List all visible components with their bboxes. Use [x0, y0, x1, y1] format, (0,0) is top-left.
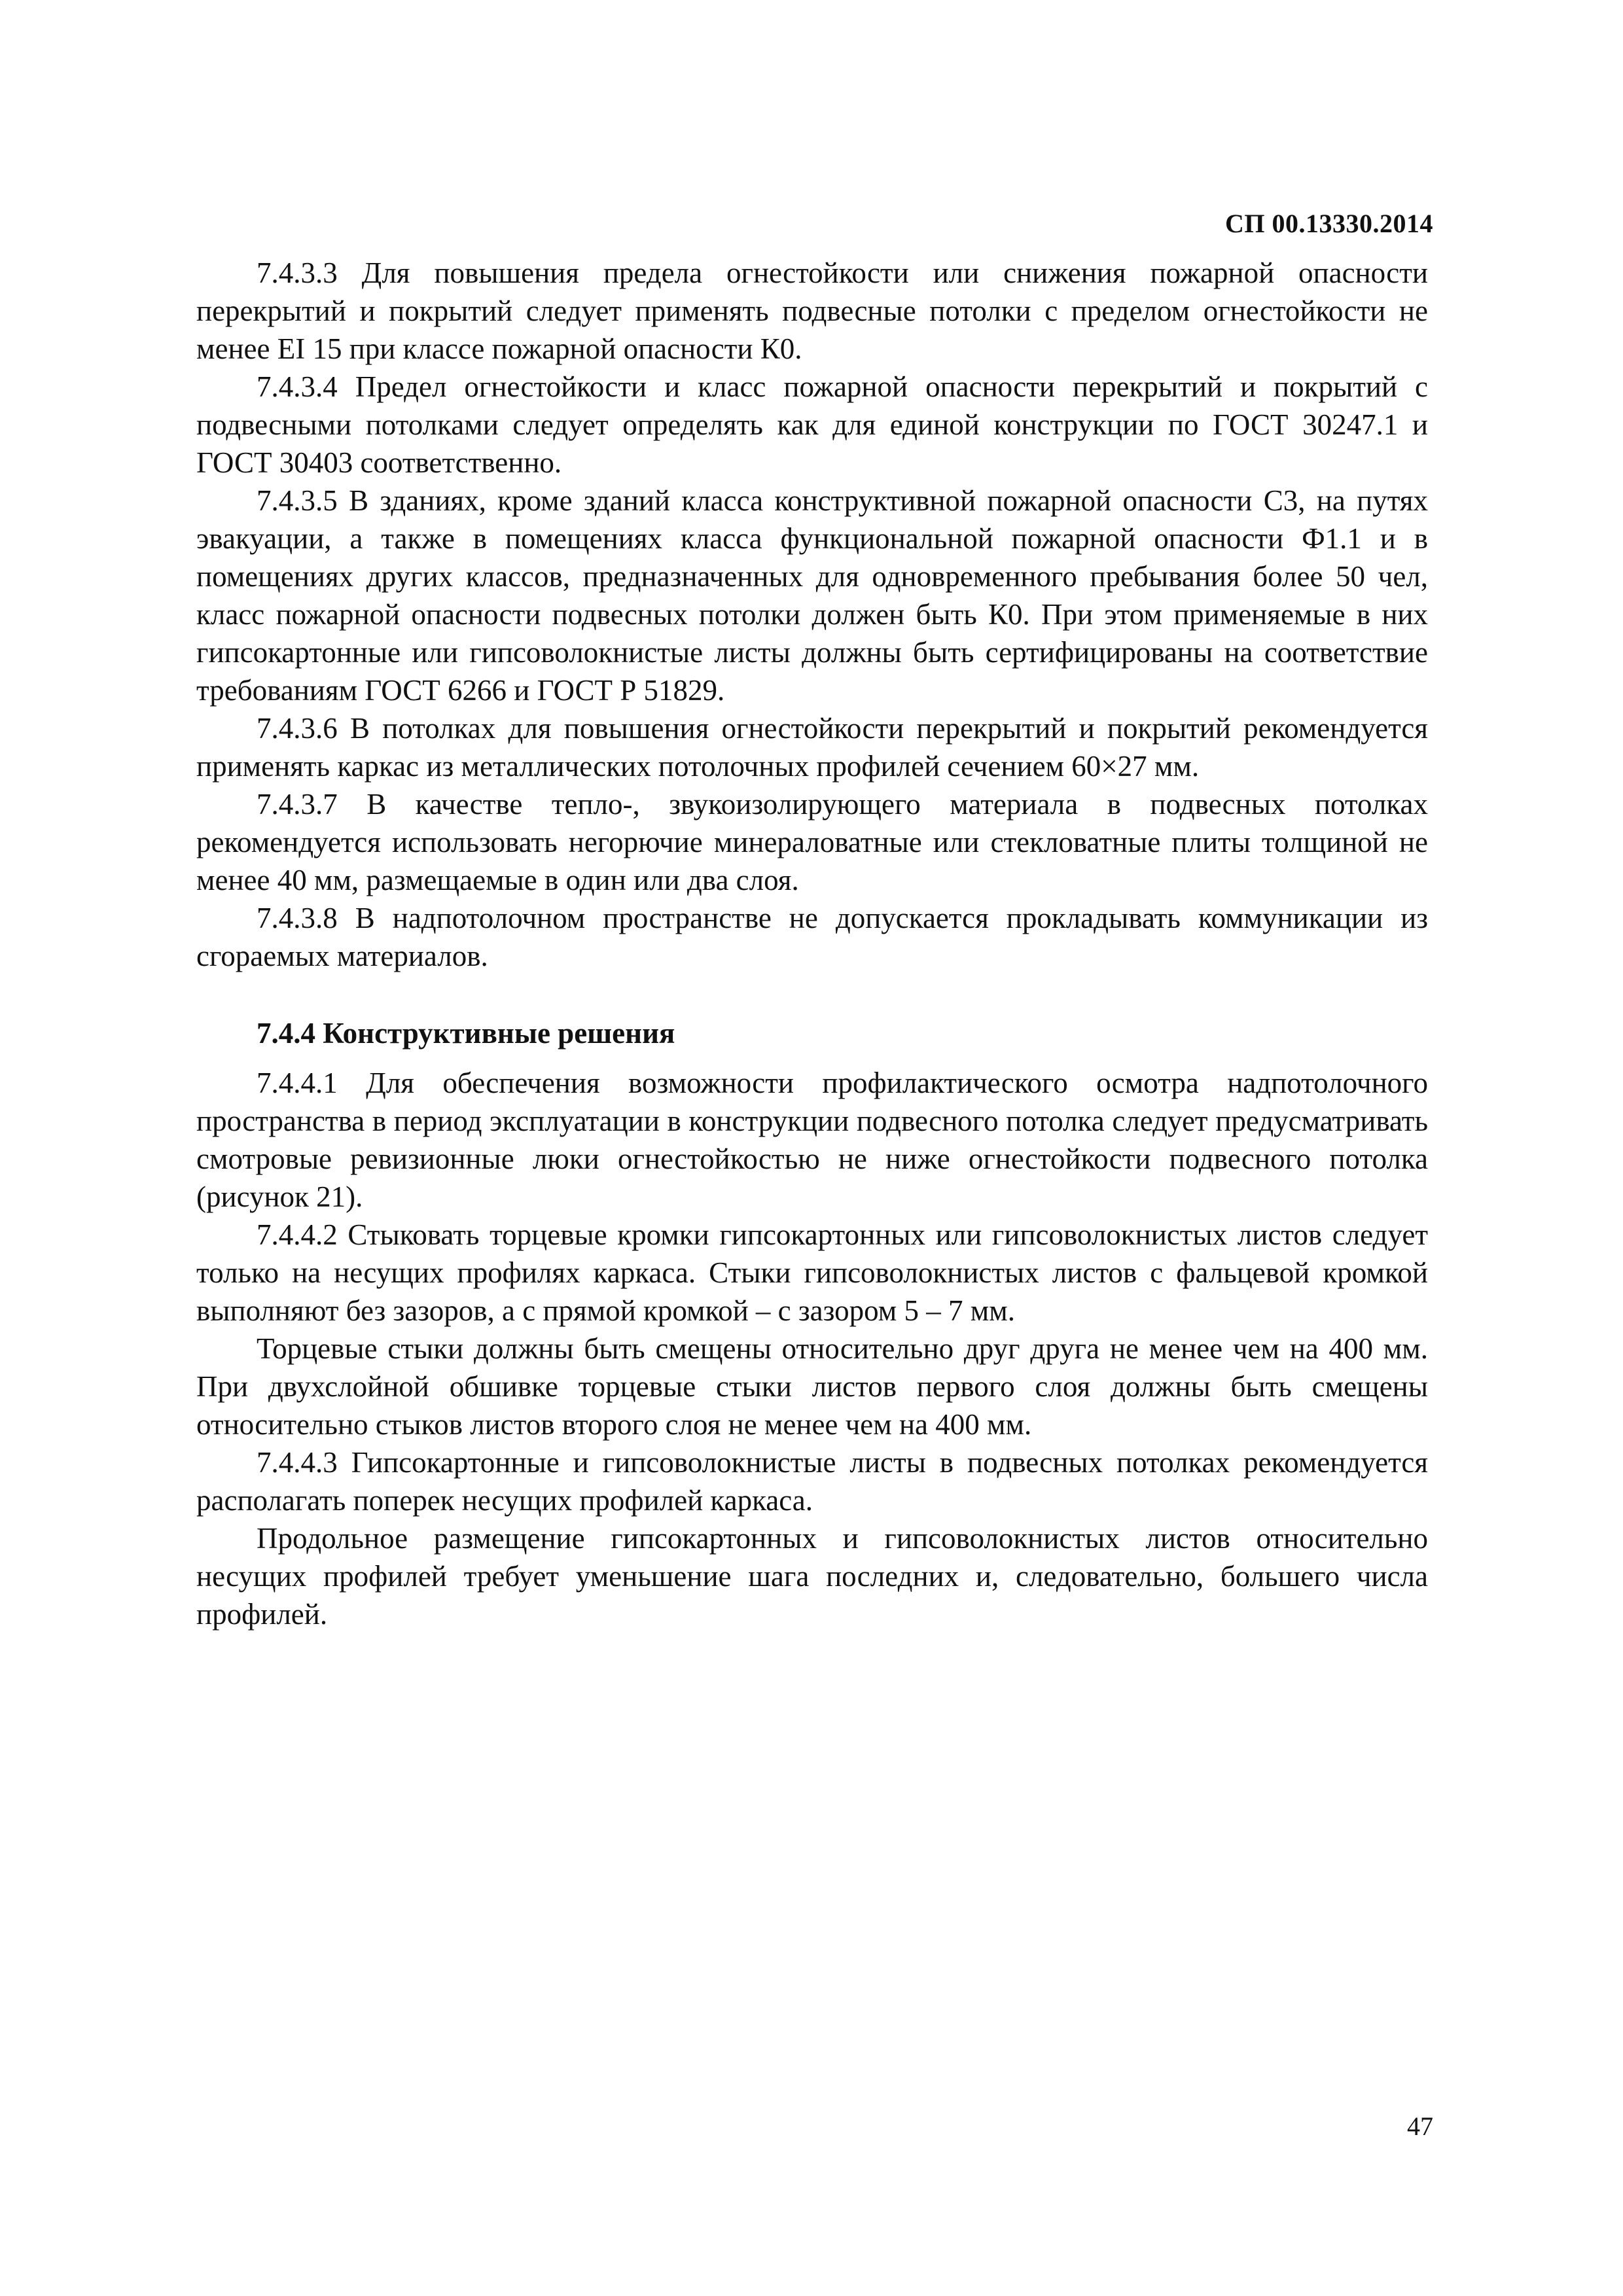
- section-heading: 7.4.4 Конструктивные решения: [257, 1017, 675, 1050]
- paragraph-7-4-4-2: 7.4.4.2 Стыковать торцевые кромки гипсокартонных или гипсоволокнистых листов следует только на несущих профилях каркаса. Стыки гипсоволокнистых листов с фальцевой кромкой выполняют без зазоров, а с прямой кромкой – с зазором 5 – 7 мм.: [196, 1218, 1428, 1327]
- paragraph-7-4-3-7: 7.4.3.7 В качестве тепло-, звукоизолирующего материала в подвесных потолках рекомендуется использовать негорючие минераловатные или стекловатные плиты толщиной не менее 40 мм, размещаемые в один или два слоя.: [196, 788, 1428, 896]
- page-body: [196, 254, 1428, 1633]
- paragraph-7-4-4-3: 7.4.4.3 Гипсокартонные и гипсоволокнистые листы в подвесных потолках рекомендуется располагать поперек несущих профилей каркаса.: [196, 1446, 1428, 1517]
- paragraph-7-4-3-3: 7.4.3.3 Для повышения предела огнестойкости или снижения пожарной опасности перекрытий и покрытий следует применять подвесные потолки с пределом огнестойкости не менее EI 15 при классе пожарной опасности К0.: [196, 256, 1428, 365]
- paragraph-end-joints: Торцевые стыки должны быть смещены относительно друг друга не менее чем на 400 мм. При двухслойной обшивке торцевые стыки листов первого слоя должны быть смещены относительно стыков листов второго слоя не менее чем на 400 мм.: [196, 1332, 1428, 1441]
- paragraph-7-4-3-4: 7.4.3.4 Предел огнестойкости и класс пожарной опасности перекрытий и покрытий с подвесными потолками следует определять как для единой конструкции по ГОСТ 30247.1 и ГОСТ 30403 соответственно.: [196, 370, 1428, 479]
- paragraph-7-4-3-5: 7.4.3.5 В зданиях, кроме зданий класса конструктивной пожарной опасности С3, на путях эвакуации, а также в помещениях класса функциональной пожарной опасности Ф1.1 и в помещениях других классов, предназначенных для одновременного пребывания более 50 чел, класс пожарной опасности подвесных потолки должен быть К0. При этом применяемые в них гипсокартонные или гипсоволокнистые листы должны быть сертифицированы на соответствие требованиям ГОСТ 6266 и ГОСТ Р 51829.: [196, 484, 1428, 707]
- document-code-header: СП 00.13330.2014: [1225, 209, 1433, 238]
- paragraph-7-4-4-1: 7.4.4.1 Для обеспечения возможности профилактического осмотра надпотолочного пространства в период эксплуатации в конструкции подвесного потолка следует предусматривать смотровые ревизионные люки огнестойкостью не ниже огнестойкости подвесного потолка (рисунок 21).: [196, 1067, 1428, 1213]
- paragraph-7-4-3-6: 7.4.3.6 В потолках для повышения огнестойкости перекрытий и покрытий рекомендуется применять каркас из металлических потолочных профилей сечением 60×27 мм.: [196, 712, 1428, 783]
- page-number: 47: [1407, 2111, 1433, 2141]
- paragraph-7-4-3-8: 7.4.3.8 В надпотолочном пространстве не допускается прокладывать коммуникации из сгораемых материалов.: [196, 902, 1428, 972]
- paragraph-longitudinal-placement: Продольное размещение гипсокартонных и гипсоволокнистых листов относительно несущих профилей требует уменьшение шага последних и, следовательно, большего числа профилей.: [196, 1522, 1428, 1631]
